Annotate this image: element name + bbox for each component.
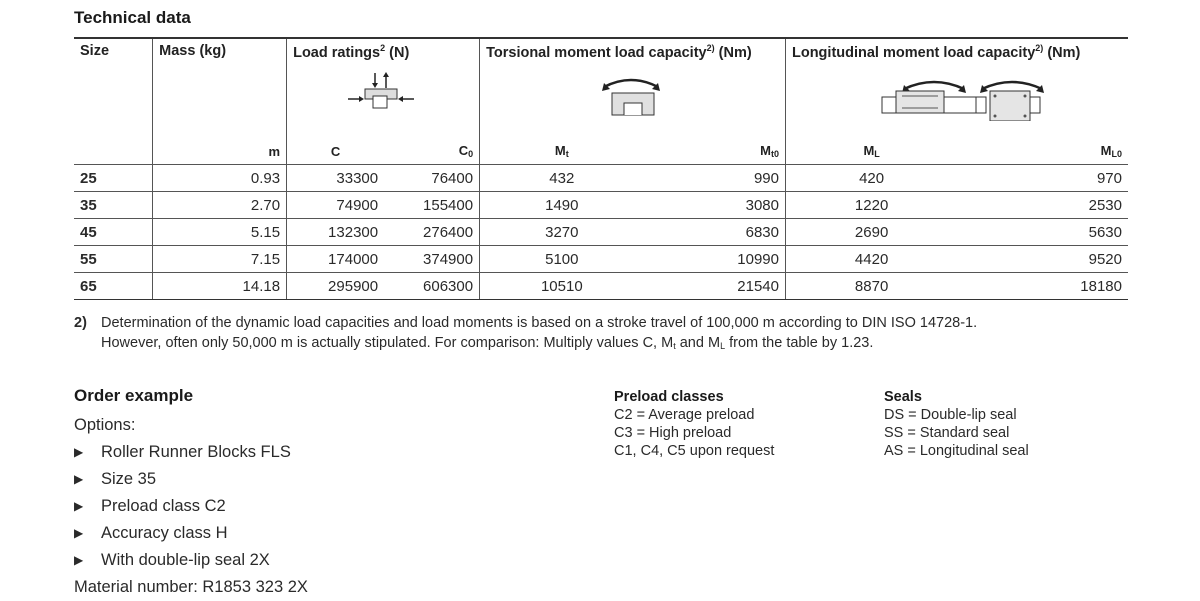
list-item: ▶ Preload class C2 — [74, 493, 308, 520]
cell-c: 295900 — [287, 273, 385, 300]
cell-c: 74900 — [287, 192, 385, 219]
cell-c0: 374900 — [384, 246, 479, 273]
bullet-triangle-icon: ▶ — [74, 472, 84, 486]
cell-mass: 14.18 — [153, 273, 287, 300]
cell-mt: 1490 — [480, 192, 644, 219]
cell-ml0: 18180 — [957, 273, 1128, 300]
list-item: ▶ Size 35 — [74, 466, 308, 493]
seal-line: DS = Double-lip seal — [884, 407, 1017, 423]
cell-c: 33300 — [287, 165, 385, 192]
cell-ml0: 970 — [957, 165, 1128, 192]
seals — [884, 388, 1029, 460]
cell-ml: 420 — [785, 165, 957, 192]
list-item: ▶ Roller Runner Blocks FLS — [74, 439, 308, 466]
bullet-triangle-icon: ▶ — [74, 445, 84, 459]
preload-classes — [614, 388, 774, 460]
cell-mt: 432 — [480, 165, 644, 192]
seal-line: SS = Standard seal — [884, 425, 1010, 441]
cell-c0: 155400 — [384, 192, 479, 219]
options-label: Options: — [74, 416, 136, 434]
cell-ml: 1220 — [785, 192, 957, 219]
table-row — [74, 192, 1128, 219]
cell-c: 132300 — [287, 219, 385, 246]
list-item: ▶ Accuracy class H — [74, 520, 308, 547]
cell-mt0: 6830 — [644, 219, 786, 246]
cell-size: 45 — [74, 219, 153, 246]
preload-line: C2 = Average preload — [614, 407, 755, 423]
symbol-ml0: $M_{L0}$ — [957, 138, 1128, 165]
order-example-title: Order example — [74, 386, 194, 405]
cell-mass: 0.93 — [153, 165, 287, 192]
header-load-ratings: Load ratings$^2$ (N) — [287, 38, 480, 138]
bullet-triangle-icon: ▶ — [74, 499, 84, 513]
cell-size: 55 — [74, 246, 153, 273]
cell-size: 65 — [74, 273, 153, 300]
symbol-size-empty — [74, 138, 153, 165]
torsional-moment-icon — [486, 71, 776, 121]
cell-size: 25 — [74, 165, 153, 192]
cell-mt0: 3080 — [644, 192, 786, 219]
cell-ml0: 2530 — [957, 192, 1128, 219]
header-mass: Mass (kg) — [153, 38, 287, 138]
cell-mt: 5100 — [480, 246, 644, 273]
cell-ml: 8870 — [785, 273, 957, 300]
table-row — [74, 219, 1128, 246]
seal-line: AS = Longitudinal seal — [884, 443, 1029, 459]
cell-c: 174000 — [287, 246, 385, 273]
cell-mt0: 990 — [644, 165, 786, 192]
table-row — [74, 273, 1128, 300]
cell-size: 35 — [74, 192, 153, 219]
list-item: ▶ With double-lip seal 2X — [74, 547, 308, 574]
bullet-triangle-icon: ▶ — [74, 553, 84, 567]
cell-ml: 4420 — [785, 246, 957, 273]
seals-title: Seals — [884, 389, 922, 405]
table-body — [74, 165, 1128, 300]
symbol-m: m — [153, 138, 287, 165]
symbol-mt0: $M_{t0}$ — [644, 138, 786, 165]
cell-mt0: 10990 — [644, 246, 786, 273]
symbol-c: C — [287, 138, 385, 165]
preload-line: C1, C4, C5 upon request — [614, 443, 775, 459]
cell-ml0: 9520 — [957, 246, 1128, 273]
section-title: Technical data — [74, 8, 191, 27]
preload-line: C3 = High preload — [614, 425, 732, 441]
technical-data-table — [74, 37, 1128, 300]
order-example — [74, 386, 308, 601]
cell-mass: 2.70 — [153, 192, 287, 219]
cell-mass: 7.15 — [153, 246, 287, 273]
header-longitudinal-moment: Longitudinal moment load capacity$^{2)}$ (Nm) — [785, 38, 1128, 138]
cell-mt: 10510 — [480, 273, 644, 300]
symbol-mt: $M_t$ — [480, 138, 644, 165]
footnote-line-1: 2) Determination of the dynamic load capacities and load moments is based on a stroke travel of 100,000 m according to DIN ISO 14728-1. — [74, 315, 978, 331]
longitudinal-moment-icon — [792, 71, 1122, 121]
footnote-number: 2) — [74, 315, 87, 331]
preload-classes-title: Preload classes — [614, 389, 724, 405]
cell-ml: 2690 — [785, 219, 957, 246]
header-torsional-moment: Torsional moment load capacity$^{2)}$ (Nm) — [480, 38, 786, 138]
cell-mass: 5.15 — [153, 219, 287, 246]
cell-mt0: 21540 — [644, 273, 786, 300]
cell-mt: 3270 — [480, 219, 644, 246]
table-row — [74, 165, 1128, 192]
bullet-triangle-icon: ▶ — [74, 526, 84, 540]
footnote — [74, 313, 977, 356]
footnote-line-2: However, often only 50,000 m is actually stipulated. For comparison: Multiply values C, $M_t$ and $M_L$ from the table by 1.23. — [101, 335, 874, 351]
table-row — [74, 246, 1128, 273]
cell-c0: 276400 — [384, 219, 479, 246]
symbol-c0: $C_0$ — [384, 138, 479, 165]
material-number: Material number: R1853 323 2X — [74, 578, 308, 596]
load-direction-icon — [293, 71, 473, 111]
cell-ml0: 5630 — [957, 219, 1128, 246]
cell-c0: 76400 — [384, 165, 479, 192]
symbol-ml: $M_L$ — [785, 138, 957, 165]
header-size: Size — [74, 38, 153, 138]
cell-c0: 606300 — [384, 273, 479, 300]
